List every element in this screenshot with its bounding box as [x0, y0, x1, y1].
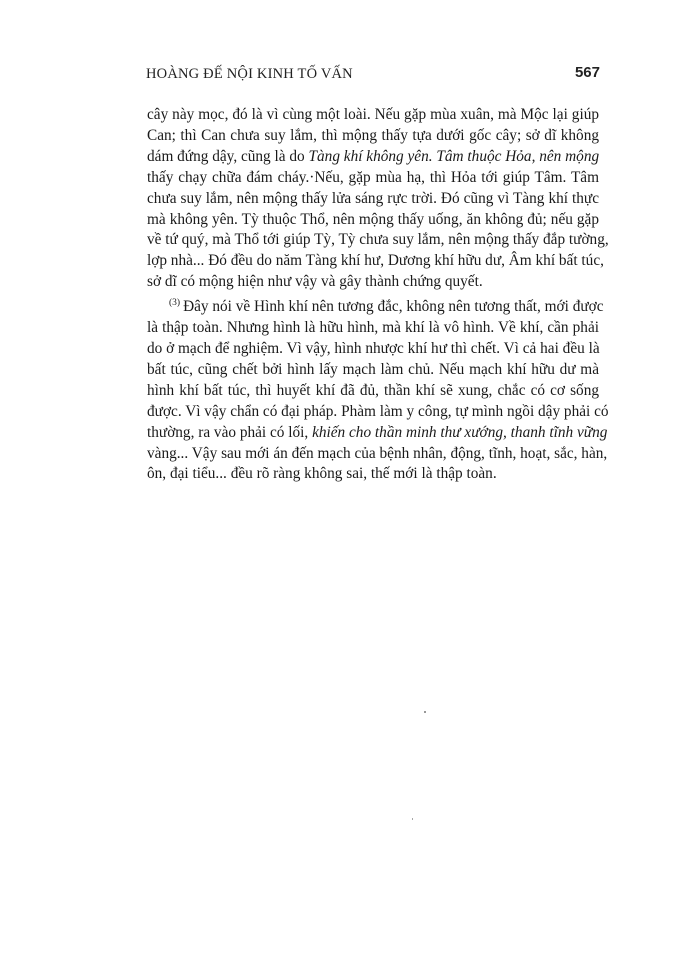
text-line: do ở mạch để nghiệm. Vì vậy, hình nhược khí hư thì chết. Vì cả hai đều là	[147, 339, 600, 357]
italic-text-run: khiến cho thần minh thư xướng, thanh tĩnh vững	[312, 423, 608, 441]
italic-text-run: Tàng khí không yên. Tâm thuộc Hỏa, nên mộng	[308, 147, 600, 165]
text-line: hình khí bất túc, thì huyết khí đã đủ, thần khí sẽ xung, chắc có cơ sống	[147, 381, 599, 399]
text-line: ôn, đại tiểu... đều rõ ràng không sai, thế mới là thập toàn.	[147, 465, 497, 483]
scan-speck	[412, 818, 413, 820]
text-line: lợp nhà... Đó đều do năm Tàng khí hư, Dương khí hữu dư, Âm khí bất túc,	[147, 252, 604, 270]
text-run: thường, ra vào phải có lối,	[147, 423, 313, 441]
text-line: cây này mọc, đó là vì cùng một loài. Nếu gặp mùa xuân, mà Mộc lại giúp	[147, 106, 599, 123]
page-number: 567	[574, 64, 600, 81]
paragraph-1	[147, 105, 609, 293]
text-line: thấy chạy chữa đám cháy.·Nếu, gặp mùa hạ, thì Hỏa tới giúp Tâm. Tâm	[147, 168, 599, 186]
text-line: sở dĩ có mộng hiện như vậy và gây thành chứng quyết.	[147, 273, 483, 291]
text-line	[147, 293, 604, 318]
text-run: Đây nói về Hình khí nên tương đắc, không nên tương thất, mới được	[183, 298, 604, 316]
running-title: HOÀNG ĐẾ NỘI KINH TỐ VẤN	[146, 66, 353, 82]
text-line: mà không yên. Tỳ thuộc Thổ, nên mộng thấy uống, ăn không đủ; nếu gặp	[147, 210, 599, 228]
scan-speck	[424, 711, 426, 713]
paragraph-2	[147, 293, 609, 485]
text-line: vàng... Vậy sau mới án đến mạch của bệnh nhân, động, tĩnh, hoạt, sắc, hàn,	[147, 444, 608, 462]
text-line: bất túc, cũng chết bởi hình lấy mạch làm chủ. Nếu mạch khí hữu dư mà	[147, 360, 599, 378]
page-header	[146, 66, 600, 88]
footnote-marker: (3)	[169, 298, 181, 309]
text-line	[147, 423, 608, 444]
text-line: là thập toàn. Nhưng hình là hữu hình, mà khí là vô hình. Về khí, cần phải	[147, 319, 599, 337]
text-line: chưa suy lắm, nên mộng thấy lửa sáng rực trời. Đó cũng vì Tàng khí thực	[147, 189, 599, 207]
body-text	[147, 105, 609, 485]
text-line: được. Vì vậy chẩn có đại pháp. Phàm làm y công, tự mình ngồi dậy phải có	[147, 402, 609, 420]
text-line: về tứ quý, mà Thổ tới giúp Tỳ, Tỳ chưa suy lắm, nên mộng thấy đắp tường,	[147, 231, 609, 249]
text-line: Can; thì Can chưa suy lắm, thì mộng thấy tựa dưới gốc cây; sở dĩ không	[147, 126, 599, 144]
text-line	[147, 147, 599, 168]
text-run: dám đứng dậy, cũng là do	[147, 147, 309, 165]
